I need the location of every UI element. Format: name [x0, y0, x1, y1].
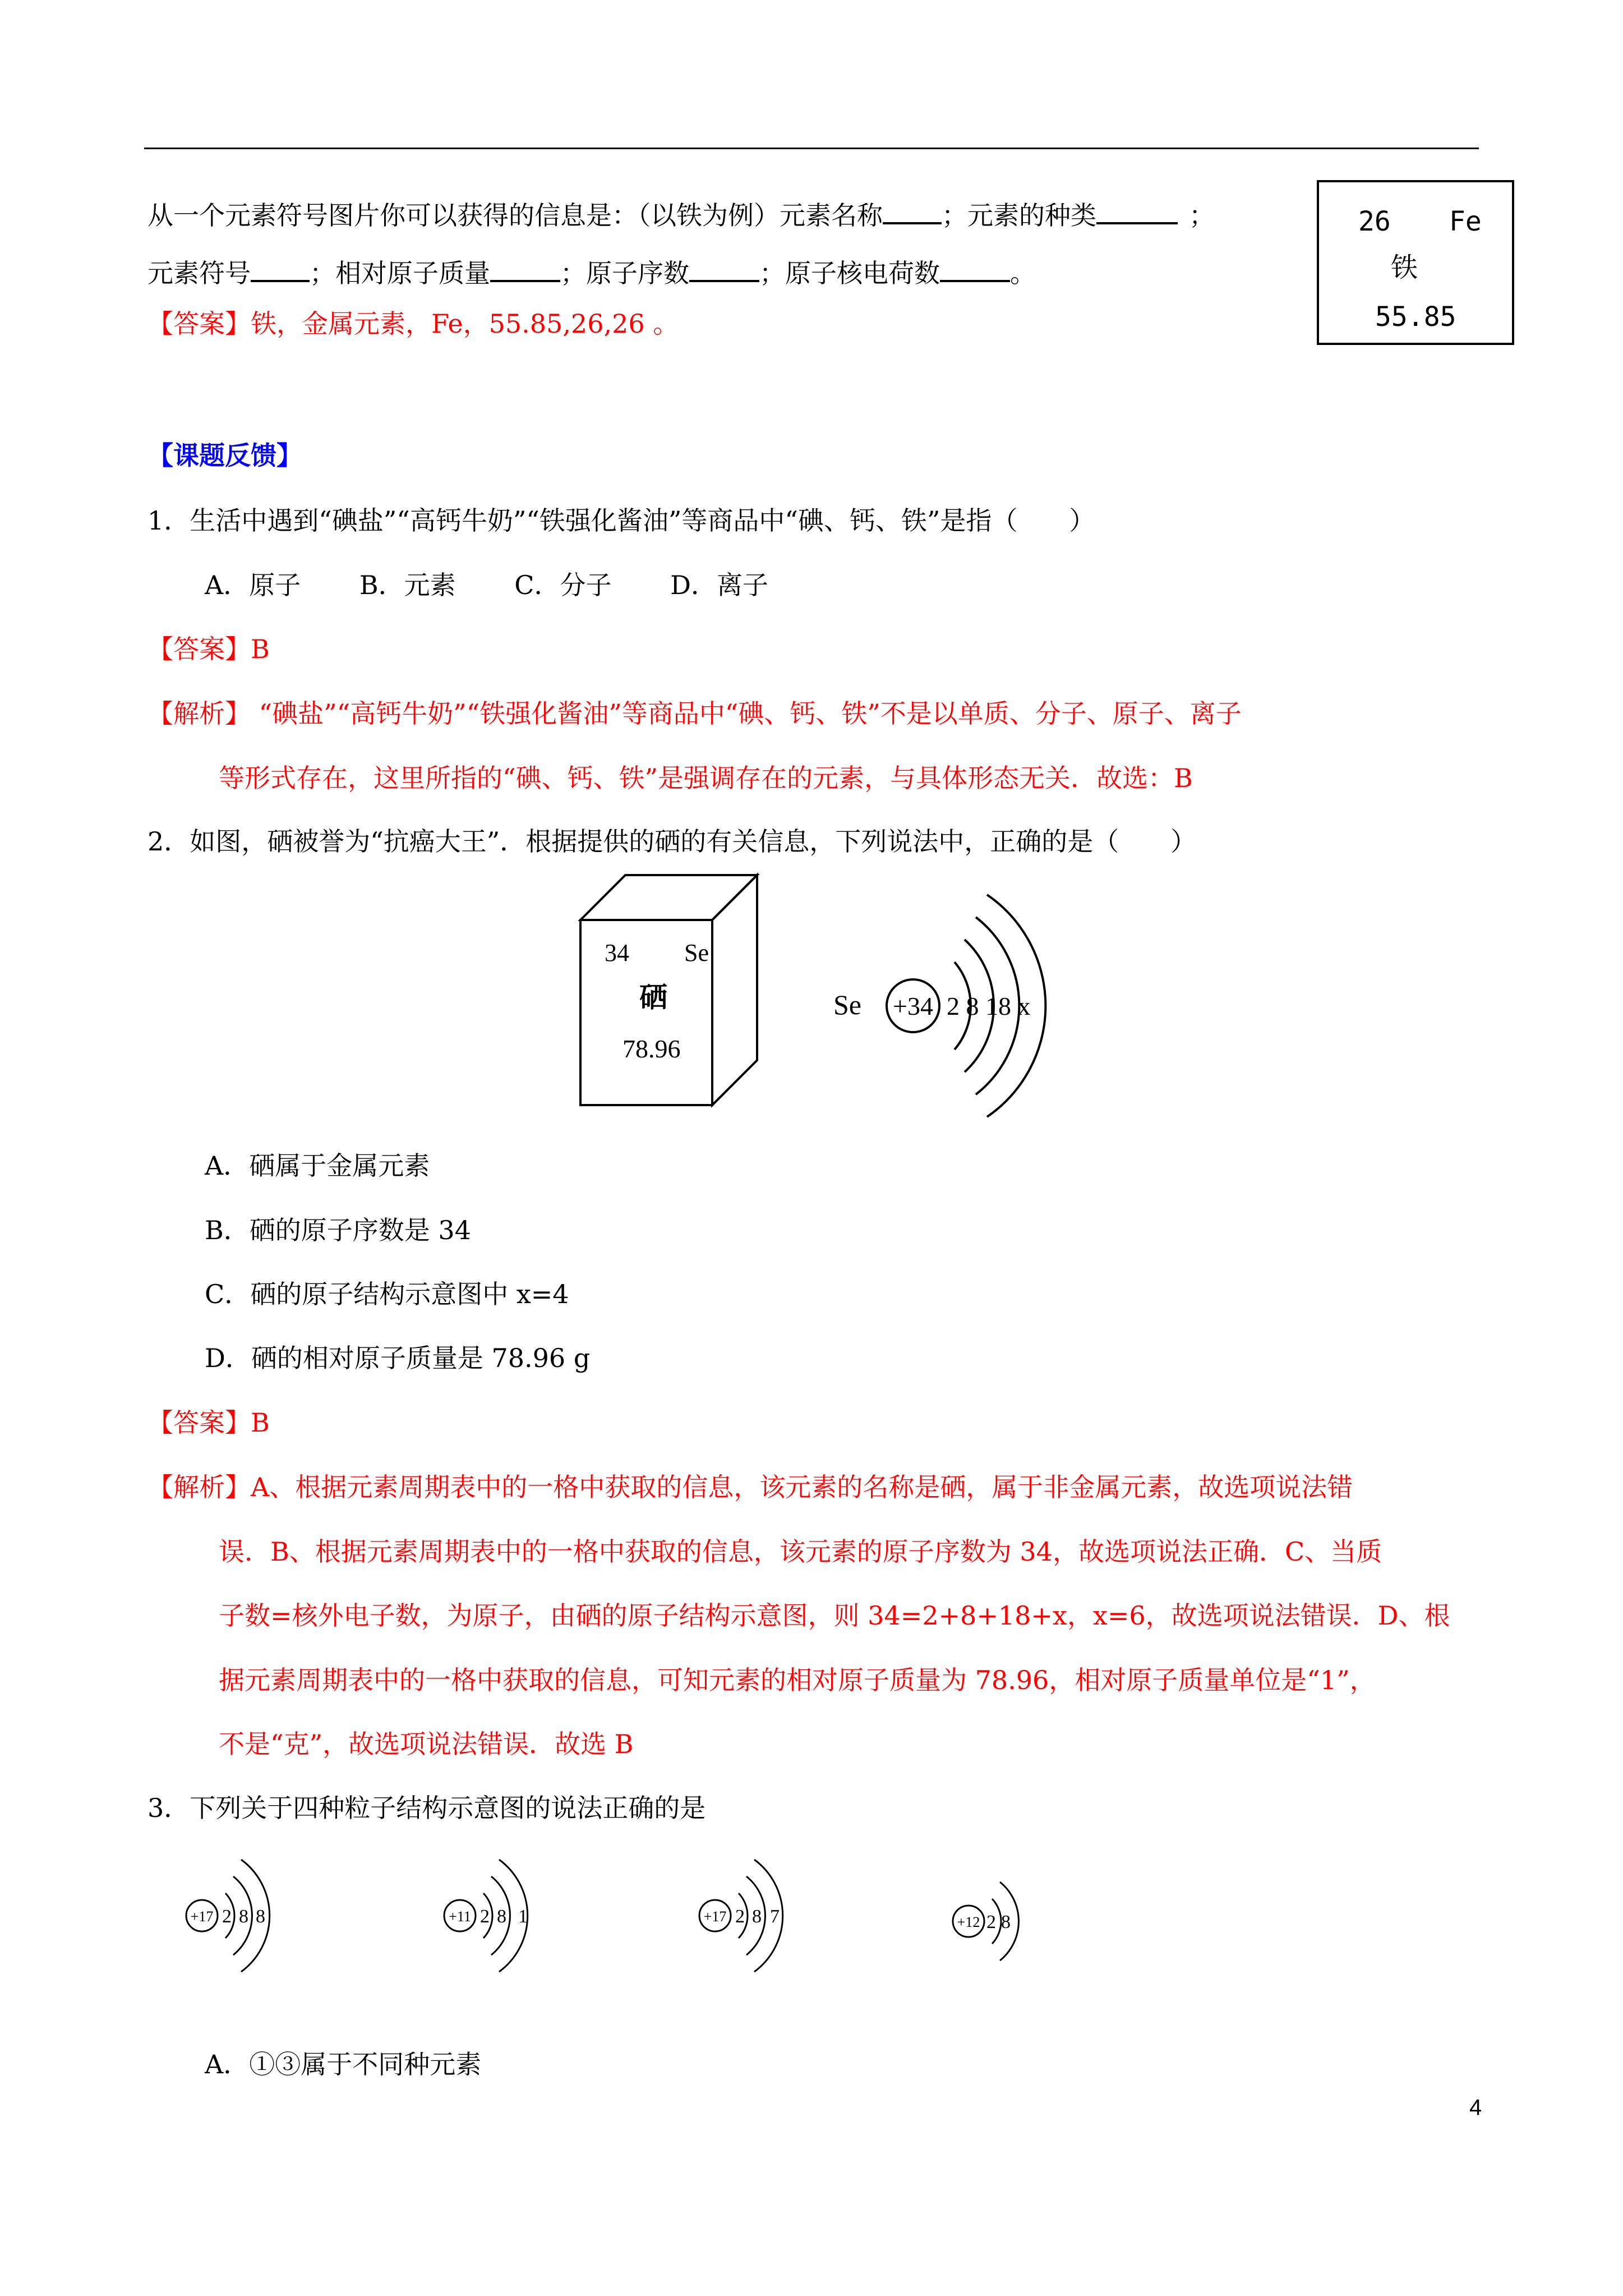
particle-4-diagram	[953, 1882, 1018, 2028]
answer-tag: 【答案】	[147, 1407, 251, 1438]
header-rule	[144, 148, 1479, 149]
shell-2: 8	[1001, 1912, 1011, 1932]
se-element-symbol: Se	[684, 939, 709, 967]
intro-line-1	[147, 197, 1215, 232]
question-2-analysis-line-4: 据元素周期表中的一格中获取的信息，可知元素的相对原子质量为 78.96，相对原子质量单位是“1”，	[219, 1665, 1376, 1695]
nucleus-charge: +34	[893, 992, 933, 1020]
particle-diagrams	[168, 1843, 1094, 2028]
nucleus-charge: +11	[449, 1908, 471, 1925]
atomic-mass: 55.85	[1375, 301, 1456, 333]
option-a[interactable]: A．硒属于金属元素	[205, 1151, 430, 1181]
shell-2: 8	[497, 1906, 506, 1927]
answer-tag: 【答案】	[147, 634, 251, 664]
option-b[interactable]: B．元素	[359, 570, 456, 600]
intro-text: ；元素的种类	[942, 200, 1096, 231]
intro-text: 元素符号	[147, 258, 251, 288]
blank-element-kind[interactable]	[1096, 197, 1178, 224]
question-3-stem: 3．下列关于四种粒子结构示意图的说法正确的是	[147, 1793, 706, 1823]
se-atomic-mass: 78.96	[623, 1034, 681, 1063]
section-title: 【课题反馈】	[147, 440, 302, 471]
shell-1: 2	[480, 1906, 490, 1927]
element-symbol: Fe	[1449, 206, 1482, 237]
shell-3: 8	[256, 1906, 265, 1927]
option-a[interactable]: A．①③属于不同种元素	[205, 2049, 482, 2079]
shell-1: 2	[735, 1906, 745, 1927]
shell-2: 8	[239, 1906, 248, 1927]
nucleus-charge: +17	[190, 1908, 214, 1925]
shell-1: 2	[222, 1906, 232, 1927]
blank-nuclear-charge[interactable]	[940, 255, 1010, 282]
question-1-answer	[147, 632, 270, 666]
page-number: 4	[1469, 2095, 1482, 2120]
atomic-number: 26	[1358, 206, 1391, 237]
blank-atomic-mass[interactable]	[490, 255, 560, 282]
answer-text: 铁，金属元素，Fe，55.85,26,26 。	[251, 309, 679, 339]
particle-2-diagram	[444, 1860, 528, 2028]
iron-element-card	[1317, 180, 1514, 345]
intro-text: ；	[1189, 200, 1215, 231]
question-2-analysis-line-3: 子数=核外电子数，为原子，由硒的原子结构示意图，则 34=2+8+18+x，x=6，故选项说法错误．D、根	[219, 1600, 1450, 1631]
element-name: 铁	[1391, 252, 1418, 283]
answer-tag: 【答案】	[147, 309, 251, 339]
shell-electrons: 2 8 18 x	[947, 992, 1031, 1020]
option-a[interactable]: A．原子	[205, 570, 301, 600]
question-1-analysis-line-1	[147, 697, 1242, 730]
option-d[interactable]: D．离子	[670, 570, 769, 600]
intro-text: 。	[1010, 258, 1036, 288]
intro-line-2	[147, 255, 1036, 290]
intro-text: ；原子核电荷数	[759, 258, 940, 288]
se-atomic-number: 34	[605, 939, 629, 967]
blank-element-name[interactable]	[883, 197, 942, 224]
shell-3: 1	[518, 1906, 528, 1927]
intro-answer	[147, 307, 679, 341]
option-c[interactable]: C．硒的原子结构示意图中 x=4	[205, 1279, 569, 1309]
analysis-text: A、根据元素周期表中的一格中获取的信息，该元素的名称是硒，属于非金属元素，故选项说法错	[251, 1472, 1353, 1502]
selenium-atom-diagram	[833, 895, 1045, 1117]
analysis-tag: 【解析】	[147, 698, 251, 729]
nucleus-charge: +12	[957, 1914, 980, 1930]
particle-1-diagram	[186, 1860, 270, 2028]
shell-1: 2	[986, 1912, 996, 1932]
se-element-name: 硒	[639, 981, 667, 1014]
shell-3: 7	[770, 1906, 780, 1927]
blank-atomic-number[interactable]	[689, 255, 759, 282]
question-1-analysis-line-2: 等形式存在，这里所指的“碘、钙、铁”是强调存在的元素，与具体形态无关．故选：B	[219, 763, 1193, 793]
analysis-text: “碘盐”“高钙牛奶”“铁强化酱油”等商品中“碘、钙、铁”不是以单质、分子、原子、离子	[251, 698, 1242, 729]
option-d[interactable]: D．硒的相对原子质量是 78.96 g	[205, 1343, 591, 1373]
intro-text: 从一个元素符号图片你可以获得的信息是：（以铁为例）元素名称	[147, 200, 883, 231]
question-2-analysis-line-2: 误．B、根据元素周期表中的一格中获取的信息，该元素的原子序数为 34，故选项说法正确．C、当质	[219, 1536, 1382, 1567]
question-1-options	[205, 568, 768, 602]
selenium-figure	[572, 867, 1066, 1130]
question-2-answer	[147, 1406, 270, 1439]
shell-2: 8	[752, 1906, 762, 1927]
option-b[interactable]: B．硒的原子序数是 34	[205, 1215, 471, 1245]
analysis-tag: 【解析】	[147, 1472, 251, 1502]
question-2-analysis-line-5: 不是“克”，故选项说法错误．故选 B	[219, 1729, 634, 1759]
intro-text: ；原子序数	[560, 258, 689, 288]
answer-text: B	[251, 1407, 270, 1438]
answer-text: B	[251, 634, 270, 664]
question-2-analysis-line-1	[147, 1470, 1353, 1504]
question-2-stem: 2．如图，硒被誉为“抗癌大王”．根据提供的硒的有关信息，下列说法中，正确的是（ ）	[147, 826, 1197, 857]
blank-element-symbol[interactable]	[251, 255, 310, 282]
question-1-stem: 1．生活中遇到“碘盐”“高钙牛奶”“铁强化酱油”等商品中“碘、钙、铁”是指（ ）	[147, 505, 1095, 536]
particle-3-diagram	[699, 1860, 783, 2028]
option-c[interactable]: C．分子	[514, 570, 612, 600]
selenium-cube	[580, 875, 757, 1105]
nucleus-charge: +17	[703, 1908, 727, 1925]
intro-text: ；相对原子质量	[310, 258, 490, 288]
atom-symbol: Se	[833, 989, 861, 1020]
